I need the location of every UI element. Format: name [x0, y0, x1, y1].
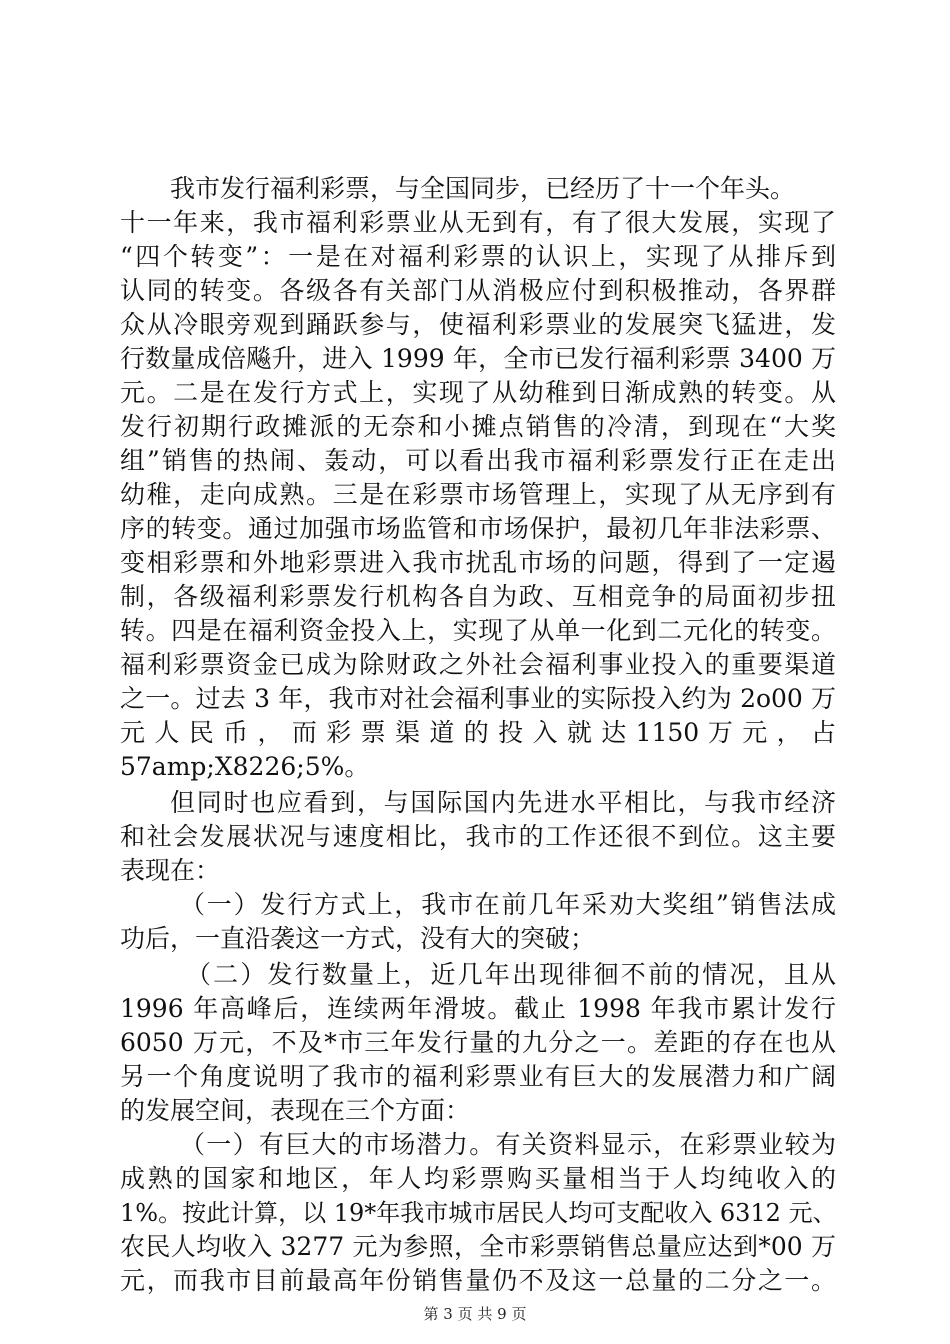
- text-line: 另一个角度说明了我市的福利彩票业有巨大的发展潜力和广阔: [120, 1062, 836, 1091]
- text-line: 和社会发展状况与速度相比，我市的工作还很不到位。这主要: [120, 822, 836, 851]
- text-line: 1%。按此计算，以 19*年我市城市居民人均可支配收入 6312 元、: [120, 1199, 837, 1227]
- page-footer: 第 3 页 共 9 页: [423, 1305, 527, 1323]
- text-line: 幼稚，走向成熟。三是在彩票市场管理上，实现了从无序到有: [120, 480, 836, 509]
- text-line: 表现在：: [120, 856, 221, 885]
- text-line: “四个转变”：一是在对福利彩票的认识上，实现了从排斥到: [120, 242, 836, 271]
- text-line: 转。四是在福利资金投入上，实现了从单一化到二元化的转变。: [120, 616, 836, 645]
- text-line: 行数量成倍飚升，进入 1999 年，全市已发行福利彩票 3400 万: [120, 344, 836, 373]
- text-line: 序的转变。通过加强市场监管和市场保护，最初几年非法彩票、: [120, 514, 836, 543]
- text-line: 成熟的国家和地区，年人均彩票购买量相当于人均纯收入的: [120, 1164, 836, 1193]
- text-line: 1996 年高峰后，连续两年滑坡。截止 1998 年我市累计发行: [120, 994, 836, 1023]
- text-line: 功后，一直沿袭这一方式，没有大的突破；: [120, 924, 596, 953]
- text-line: 但同时也应看到，与国际国内先进水平相比，与我市经济: [170, 788, 836, 817]
- text-line: 元 人 民 币 ， 而 彩 票 渠 道 的 投 入 就 达 1150 万 元 ， 占: [120, 718, 836, 747]
- text-line: 发行初期行政摊派的无奈和小摊点销售的冷清，到现在“大奖: [120, 412, 836, 441]
- text-line: 的发展空间，表现在三个方面：: [120, 1096, 471, 1125]
- text-line: 变相彩票和外地彩票进入我市扰乱市场的问题，得到了一定遏: [120, 548, 836, 577]
- text-line: 福利彩票资金已成为除财政之外社会福利事业投入的重要渠道: [120, 650, 836, 679]
- text-line: 众从冷眼旁观到踊跃参与，使福利彩票业的发展突飞猛进，发: [120, 310, 836, 339]
- text-line: 十一年来，我市福利彩票业从无到有，有了很大发展，实现了: [120, 208, 836, 237]
- text-line: （二）发行数量上，近几年出现徘徊不前的情况，且从: [186, 960, 836, 989]
- text-line: 6050 万元，不及*市三年发行量的九分之一。差距的存在也从: [120, 1028, 836, 1057]
- text-line: 制，各级福利彩票发行机构各自为政、互相竞争的局面初步扭: [120, 582, 836, 611]
- text-line: 认同的转变。各级各有关部门从消极应付到积极推动，各界群: [120, 276, 836, 305]
- text-line: 组”销售的热闹、轰动，可以看出我市福利彩票发行正在走出: [120, 446, 836, 475]
- text-line: 我市发行福利彩票，与全国同步，已经历了十一个年头。: [170, 174, 796, 203]
- text-line: 元，而我市目前最高年份销售量仍不及这一总量的二分之一。: [120, 1266, 836, 1295]
- text-line: 元。二是在发行方式上，实现了从幼稚到日渐成熟的转变。从: [120, 378, 836, 407]
- text-line: （一）发行方式上，我市在前几年采劝大奖组”销售法成: [180, 890, 836, 919]
- text-line: （一）有巨大的市场潜力。有关资料显示，在彩票业较为: [180, 1130, 836, 1159]
- text-line: 农民人均收入 3277 元为参照，全市彩票销售总量应达到*00 万: [120, 1232, 836, 1261]
- text-line: 之一。过去 3 年，我市对社会福利事业的实际投入约为 2o00 万: [120, 684, 836, 713]
- text-line: 57amp;X8226;5%。: [120, 752, 370, 781]
